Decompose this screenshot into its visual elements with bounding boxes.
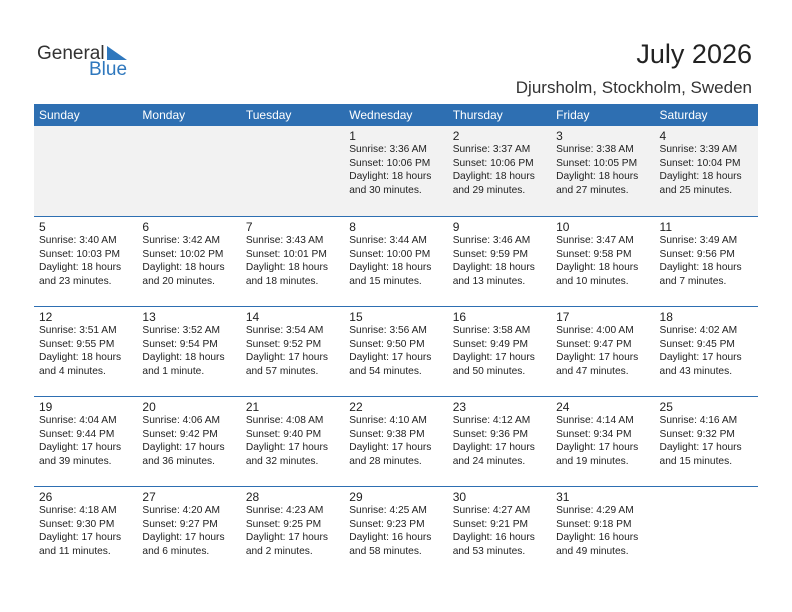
day-cell [137,486,240,576]
sunset-text: Sunset: 10:01 PM [245,248,327,260]
empty-day-cell [241,126,344,216]
daylight-text: and 53 minutes. [452,545,526,557]
day-cell [551,306,654,396]
day-number: 6 [142,220,150,234]
day-cell [241,486,344,576]
daylight-text: and 13 minutes. [452,275,526,287]
day-number: 9 [452,220,460,234]
sunset-text: Sunset: 9:54 PM [142,338,218,350]
day-cell [655,396,758,486]
daylight-text: and 30 minutes. [349,184,422,196]
daylight-text: Daylight: 18 hours [659,171,742,182]
sunset-text: Sunset: 9:34 PM [556,428,632,440]
sunset-text: Sunset: 9:18 PM [556,518,632,530]
day-number: 17 [556,310,570,324]
daylight-text: Daylight: 17 hours [39,442,122,453]
day-number: 12 [39,310,53,324]
daylight-text: Daylight: 18 hours [349,262,432,273]
day-number: 3 [556,129,563,143]
daylight-text: Daylight: 16 hours [349,532,432,543]
daylight-text: Daylight: 18 hours [142,262,225,273]
sunrise-text: Sunrise: 3:42 AM [142,235,221,246]
calendar-grid [34,104,758,576]
daylight-text: Daylight: 18 hours [452,262,535,273]
day-cell [137,216,240,306]
sunrise-text: Sunrise: 4:00 AM [556,325,634,336]
sunrise-text: Sunrise: 3:58 AM [452,325,531,336]
sunrise-text: Sunrise: 4:02 AM [659,325,738,336]
sunset-text: Sunset: 9:21 PM [452,518,529,530]
day-cell [448,486,551,576]
day-cell [655,216,758,306]
sunset-text: Sunset: 10:04 PM [659,157,741,169]
sunset-text: Sunset: 9:27 PM [142,518,218,530]
sunset-text: Sunset: 10:00 PM [349,248,431,260]
day-cell [655,126,758,216]
daylight-text: and 18 minutes. [245,275,319,287]
sunset-text: Sunset: 9:40 PM [245,428,322,440]
sunrise-text: Sunrise: 3:47 AM [556,235,634,246]
day-cell [448,216,551,306]
sunset-text: Sunset: 9:25 PM [245,518,322,530]
daylight-text: and 36 minutes. [142,455,215,467]
sunrise-text: Sunrise: 3:37 AM [452,144,531,155]
day-number: 24 [556,400,570,414]
sunset-text: Sunset: 10:05 PM [556,157,638,169]
daylight-text: Daylight: 16 hours [452,532,535,543]
daylight-text: Daylight: 17 hours [556,442,639,453]
sunset-text: Sunset: 10:03 PM [39,248,120,260]
sunrise-text: Sunrise: 3:43 AM [245,235,324,246]
day-number: 29 [349,490,363,504]
daylight-text: Daylight: 18 hours [452,171,535,182]
day-number: 15 [349,310,363,324]
sunset-text: Sunset: 9:23 PM [349,518,425,530]
day-number: 28 [245,490,260,504]
weekday-header-thursday: Thursday [452,108,503,122]
sunset-text: Sunset: 9:38 PM [349,428,425,440]
day-number: 4 [659,129,667,143]
sunset-text: Sunset: 9:59 PM [452,248,529,260]
day-cell [241,306,344,396]
daylight-text: and 58 minutes. [349,545,422,557]
daylight-text: and 49 minutes. [556,545,629,557]
daylight-text: and 20 minutes. [142,275,215,287]
daylight-text: Daylight: 17 hours [659,352,742,363]
day-number: 13 [142,310,156,324]
day-cell [344,486,447,576]
day-cell [551,486,654,576]
sunrise-text: Sunrise: 3:36 AM [349,144,427,155]
sunrise-text: Sunrise: 4:06 AM [142,415,221,426]
daylight-text: and 32 minutes. [245,455,319,467]
sunset-text: Sunset: 9:47 PM [556,338,632,350]
day-cell [448,396,551,486]
daylight-text: Daylight: 18 hours [659,262,742,273]
sunrise-text: Sunrise: 4:14 AM [556,415,634,426]
daylight-text: and 28 minutes. [349,455,422,467]
daylight-text: Daylight: 16 hours [556,532,639,543]
daylight-text: Daylight: 17 hours [39,532,122,543]
sunrise-text: Sunrise: 3:40 AM [39,235,117,246]
logo-blue-text: Blue [89,59,128,80]
daylight-text: Daylight: 18 hours [556,171,639,182]
weekday-header-row [34,104,758,126]
daylight-text: Daylight: 17 hours [142,442,225,453]
day-number: 23 [452,400,467,414]
logo-general-text: General [37,43,105,64]
daylight-text: Daylight: 18 hours [142,352,225,363]
sunrise-text: Sunrise: 3:56 AM [349,325,427,336]
calendar-week [34,396,758,486]
weekday-header-friday: Friday [556,108,590,122]
day-number: 25 [659,400,673,414]
sunrise-text: Sunrise: 4:18 AM [39,505,117,516]
sunrise-text: Sunrise: 4:04 AM [39,415,117,426]
day-cell [137,396,240,486]
daylight-text: and 10 minutes. [556,275,629,287]
daylight-text: Daylight: 17 hours [245,532,328,543]
sunrise-text: Sunrise: 3:51 AM [39,325,117,336]
weekday-header-wednesday: Wednesday [349,108,413,122]
daylight-text: and 50 minutes. [452,365,526,377]
day-number: 16 [452,310,467,324]
day-cell [344,396,447,486]
sunset-text: Sunset: 9:49 PM [452,338,529,350]
day-number: 26 [39,490,53,504]
daylight-text: Daylight: 17 hours [349,442,432,453]
day-cell [344,126,447,216]
calendar-week [34,126,758,216]
day-cell [344,216,447,306]
day-cell [551,216,654,306]
day-number: 5 [39,220,46,234]
day-cell [551,126,654,216]
day-cell [344,306,447,396]
daylight-text: and 15 minutes. [659,455,733,467]
sunrise-text: Sunrise: 4:23 AM [245,505,324,516]
daylight-text: Daylight: 17 hours [452,352,535,363]
location-subtitle: Djursholm, Stockholm, Sweden [515,78,752,97]
day-cell [34,396,137,486]
weekday-header-tuesday: Tuesday [245,108,292,122]
sunrise-text: Sunrise: 3:39 AM [659,144,738,155]
day-cell [34,306,137,396]
sunrise-text: Sunrise: 3:38 AM [556,144,634,155]
empty-day-cell [34,126,137,216]
day-number: 27 [142,490,156,504]
sunset-text: Sunset: 9:45 PM [659,338,735,350]
sunrise-text: Sunrise: 3:54 AM [245,325,324,336]
daylight-text: Daylight: 17 hours [452,442,535,453]
sunrise-text: Sunrise: 4:25 AM [349,505,427,516]
day-number: 11 [659,220,672,234]
daylight-text: Daylight: 18 hours [349,171,432,182]
day-cell [34,486,137,576]
daylight-text: and 29 minutes. [452,184,526,196]
day-number: 22 [349,400,363,414]
daylight-text: and 2 minutes. [245,545,313,557]
day-cell [448,306,551,396]
day-number: 20 [142,400,156,414]
day-number: 21 [245,400,260,414]
sunset-text: Sunset: 9:56 PM [659,248,735,260]
calendar-week [34,486,758,576]
sunrise-text: Sunrise: 4:08 AM [245,415,324,426]
sunset-text: Sunset: 9:55 PM [39,338,115,350]
day-number: 7 [245,220,253,234]
daylight-text: Daylight: 17 hours [142,532,225,543]
daylight-text: Daylight: 18 hours [39,262,122,273]
day-cell [241,396,344,486]
sunset-text: Sunset: 10:06 PM [349,157,431,169]
day-number: 10 [556,220,570,234]
daylight-text: and 39 minutes. [39,455,112,467]
weekday-header-sunday: Sunday [39,108,80,122]
daylight-text: Daylight: 17 hours [349,352,432,363]
logo [37,44,147,80]
daylight-text: and 47 minutes. [556,365,629,377]
sunrise-text: Sunrise: 3:52 AM [142,325,221,336]
day-cell [241,216,344,306]
daylight-text: Daylight: 17 hours [659,442,742,453]
daylight-text: and 15 minutes. [349,275,422,287]
daylight-text: and 54 minutes. [349,365,422,377]
sunrise-text: Sunrise: 4:29 AM [556,505,634,516]
day-number: 2 [452,129,460,143]
weekday-header-saturday: Saturday [659,108,708,122]
daylight-text: and 1 minute. [142,365,205,377]
empty-day-cell [137,126,240,216]
daylight-text: Daylight: 17 hours [245,352,328,363]
daylight-text: Daylight: 17 hours [245,442,328,453]
daylight-text: Daylight: 18 hours [556,262,639,273]
page-title: July 2026 [636,39,752,69]
daylight-text: and 25 minutes. [659,184,733,196]
weekday-header-monday: Monday [142,108,186,122]
day-number: 18 [659,310,673,324]
sunset-text: Sunset: 10:02 PM [142,248,224,260]
daylight-text: Daylight: 18 hours [39,352,122,363]
calendar-weeks [34,126,758,576]
sunset-text: Sunset: 9:30 PM [39,518,115,530]
sunset-text: Sunset: 9:52 PM [245,338,322,350]
sunrise-text: Sunrise: 3:44 AM [349,235,427,246]
daylight-text: and 4 minutes. [39,365,106,377]
daylight-text: and 57 minutes. [245,365,319,377]
daylight-text: Daylight: 18 hours [245,262,328,273]
sunset-text: Sunset: 9:42 PM [142,428,218,440]
day-cell [448,126,551,216]
sunrise-text: Sunrise: 4:27 AM [452,505,531,516]
day-cell [137,306,240,396]
daylight-text: and 43 minutes. [659,365,733,377]
daylight-text: and 7 minutes. [659,275,727,287]
daylight-text: and 19 minutes. [556,455,629,467]
daylight-text: and 23 minutes. [39,275,112,287]
daylight-text: and 6 minutes. [142,545,210,557]
day-number: 31 [556,490,570,504]
day-cell [34,216,137,306]
sunset-text: Sunset: 9:44 PM [39,428,115,440]
day-number: 14 [245,310,260,324]
sunset-text: Sunset: 10:06 PM [452,157,534,169]
sunrise-text: Sunrise: 4:16 AM [659,415,738,426]
sunset-text: Sunset: 9:32 PM [659,428,735,440]
day-cell [551,396,654,486]
daylight-text: Daylight: 17 hours [556,352,639,363]
day-cell [655,306,758,396]
daylight-text: and 11 minutes. [39,545,111,557]
sunrise-text: Sunrise: 3:49 AM [659,235,738,246]
calendar-week [34,306,758,396]
day-number: 8 [349,220,356,234]
daylight-text: and 24 minutes. [452,455,526,467]
empty-day-cell [655,486,758,576]
daylight-text: and 27 minutes. [556,184,629,196]
sunset-text: Sunset: 9:58 PM [556,248,632,260]
calendar-week [34,216,758,306]
day-number: 30 [452,490,467,504]
sunrise-text: Sunrise: 4:20 AM [142,505,221,516]
sunrise-text: Sunrise: 4:12 AM [452,415,531,426]
sunrise-text: Sunrise: 4:10 AM [349,415,427,426]
day-number: 19 [39,400,53,414]
sunset-text: Sunset: 9:36 PM [452,428,529,440]
sunset-text: Sunset: 9:50 PM [349,338,425,350]
day-number: 1 [349,129,356,143]
sunrise-text: Sunrise: 3:46 AM [452,235,531,246]
